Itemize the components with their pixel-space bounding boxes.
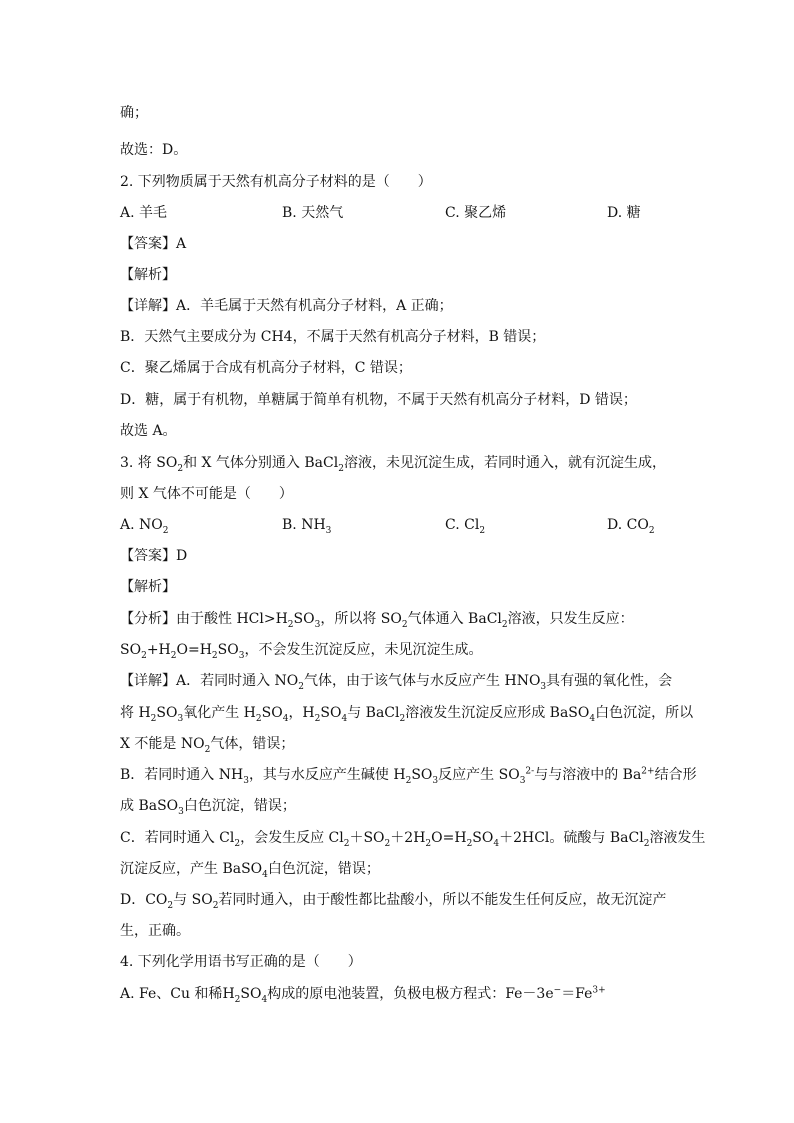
text: ，所以将 SO bbox=[320, 611, 402, 627]
text: 与 SO bbox=[173, 892, 213, 908]
text-line bbox=[120, 141, 680, 159]
tag: 【分析】 bbox=[120, 611, 176, 627]
question-3-cont bbox=[120, 485, 680, 503]
subscript: 2 bbox=[466, 838, 473, 849]
text: 将 H bbox=[120, 705, 151, 721]
subscript: 2 bbox=[177, 463, 184, 474]
subscript: 3 bbox=[432, 775, 439, 786]
text: SO bbox=[217, 642, 239, 658]
analysis-heading bbox=[120, 266, 680, 284]
heading: 【解析】 bbox=[120, 579, 176, 595]
text: 反应产生 SO bbox=[438, 767, 520, 783]
text: 溶液，只发生反应： bbox=[507, 611, 634, 627]
subscript: 2 bbox=[234, 838, 241, 849]
text: SO bbox=[320, 705, 342, 721]
text: C．聚乙烯属于合成有机高分子材料，C 错误； bbox=[120, 360, 412, 376]
text: 故选 A。 bbox=[120, 423, 177, 439]
option-d bbox=[607, 516, 655, 534]
subscript: 4 bbox=[589, 713, 596, 724]
subscript: 3 bbox=[178, 806, 184, 817]
subscript: 3 bbox=[243, 775, 249, 786]
text: ，其与水反应产生碱使 H bbox=[248, 767, 406, 783]
superscript: − bbox=[553, 985, 562, 996]
subscript: 2 bbox=[170, 650, 177, 661]
text: H bbox=[222, 986, 235, 1002]
text: 若同时通入，由于酸性都比盐酸小，所以不能发生任何反应，故无沉淀产 bbox=[218, 892, 667, 908]
question-4-option-a bbox=[120, 985, 680, 1003]
text: SO bbox=[120, 642, 142, 658]
subscript: 2 bbox=[167, 900, 174, 911]
text: A. NO bbox=[120, 517, 163, 533]
subscript: 3 bbox=[540, 681, 547, 692]
subscript: 2 bbox=[405, 775, 412, 786]
text: 气体，错误； bbox=[210, 736, 295, 752]
text: D．CO bbox=[120, 892, 168, 908]
text: 成 BaSO bbox=[120, 798, 179, 814]
text: 由于酸性 HCl>H bbox=[176, 611, 288, 627]
text: 气体通入 BaCl bbox=[407, 611, 502, 627]
subscript: 3 bbox=[314, 619, 321, 630]
subscript: 4 bbox=[493, 838, 500, 849]
question-2 bbox=[120, 173, 680, 191]
text-line bbox=[120, 891, 680, 909]
subscript: 2 bbox=[234, 994, 241, 1005]
subscript: 2 bbox=[211, 650, 218, 661]
subscript: 4 bbox=[341, 713, 348, 724]
text: 则 X 气体不可能是（ ） bbox=[120, 486, 293, 502]
tag: 【详解】 bbox=[120, 298, 176, 314]
subscript: 3 bbox=[519, 775, 526, 786]
text: 溶液发生 bbox=[649, 830, 706, 846]
text: ，不会发生沉淀反应，未见沉淀生成。 bbox=[244, 642, 483, 658]
text-line bbox=[120, 922, 680, 940]
text: SO bbox=[411, 767, 433, 783]
text: A. Fe、Cu 和稀 bbox=[120, 986, 223, 1002]
text: 和 X 气体分别通入 BaCl bbox=[183, 455, 339, 471]
text-line bbox=[120, 672, 680, 690]
text: ＝Fe bbox=[561, 986, 593, 1002]
subscript: 4 bbox=[262, 869, 268, 880]
text: 氧化产生 H bbox=[183, 705, 256, 721]
subscript: 2 bbox=[648, 525, 655, 536]
text-line bbox=[120, 328, 680, 346]
subscript: 2 bbox=[162, 525, 169, 536]
text: A．若同时通入 NO bbox=[176, 673, 299, 689]
text: 气体，由于该气体与水反应产生 HNO bbox=[304, 673, 541, 689]
text: Fe－3e bbox=[505, 986, 554, 1002]
text-line bbox=[120, 766, 697, 786]
text-line bbox=[120, 359, 680, 377]
subscript: 4 bbox=[282, 713, 289, 724]
text: D．糖，属于有机物，单糖属于简单有机物，不属于天然有机高分子材料，D 错误； bbox=[120, 392, 637, 408]
analysis-heading bbox=[120, 578, 680, 596]
subscript: 2 bbox=[255, 713, 262, 724]
subscript: 2 bbox=[314, 713, 321, 724]
text-line bbox=[120, 735, 680, 753]
text: D. CO bbox=[607, 517, 649, 533]
text-line bbox=[120, 422, 680, 440]
text: ，H bbox=[288, 705, 315, 721]
text: 具有强的氧化性，会 bbox=[546, 673, 673, 689]
tag: 【详解】 bbox=[120, 673, 176, 689]
text: 与与溶液中的 Ba bbox=[534, 767, 642, 783]
superscript: 3+ bbox=[592, 985, 606, 996]
subscript: 2 bbox=[141, 650, 147, 661]
question-3 bbox=[120, 454, 680, 472]
text: 白色沉淀，错误； bbox=[267, 861, 380, 877]
question-text: 4. 下列化学用语书写正确的是（ ） bbox=[120, 954, 362, 970]
text: 与 BaCl bbox=[347, 705, 400, 721]
text: 沉淀反应，产生 BaSO bbox=[120, 861, 263, 877]
text: 溶液，未见沉淀生成，若同时通入，就有沉淀生成， bbox=[343, 455, 666, 471]
subscript: 2 bbox=[643, 838, 650, 849]
text: 结合形 bbox=[654, 767, 697, 783]
text-line bbox=[120, 641, 680, 659]
subscript: 2 bbox=[150, 713, 157, 724]
heading: 【解析】 bbox=[120, 267, 176, 283]
option-a: A. 羊毛 bbox=[120, 205, 168, 221]
text: SO bbox=[240, 986, 262, 1002]
text: ＋SO bbox=[349, 830, 385, 846]
subscript: 2 bbox=[298, 681, 305, 692]
text: 白色沉淀，错误； bbox=[183, 798, 296, 814]
text: 确； bbox=[120, 105, 148, 121]
subscript: 2 bbox=[425, 838, 432, 849]
subscript: 2 bbox=[287, 619, 294, 630]
question-text: 2. 下列物质属于天然有机高分子材料的是（ ） bbox=[120, 174, 432, 190]
option-c: C. 聚乙烯 bbox=[445, 205, 507, 221]
text-line bbox=[120, 797, 680, 815]
text: 白色沉淀，所以 bbox=[595, 705, 694, 721]
subscript: 2 bbox=[338, 463, 344, 474]
subscript: 2 bbox=[399, 713, 406, 724]
text-line bbox=[120, 610, 680, 628]
text: 生，正确。 bbox=[120, 923, 190, 939]
text: ＋2HCl。硫酸与 BaCl bbox=[499, 830, 644, 846]
text: SO bbox=[156, 705, 178, 721]
text: +H bbox=[146, 642, 171, 658]
answer: 【答案】A bbox=[120, 236, 187, 252]
text: ＋2H bbox=[390, 830, 426, 846]
option-c bbox=[445, 516, 485, 534]
option-b: B. 天然气 bbox=[282, 205, 344, 221]
answer-line bbox=[120, 235, 680, 253]
text: O=H bbox=[431, 830, 467, 846]
answer: 【答案】D bbox=[120, 548, 188, 564]
subscript: 2 bbox=[501, 619, 508, 630]
subscript: 3 bbox=[325, 525, 332, 536]
text-line bbox=[120, 829, 706, 849]
text: X 不能是 NO bbox=[120, 736, 205, 752]
superscript: 2+ bbox=[641, 766, 655, 777]
superscript: 2- bbox=[525, 766, 535, 777]
subscript: 4 bbox=[261, 994, 268, 1005]
text: O=H bbox=[176, 642, 212, 658]
text: ，会发生反应 Cl bbox=[240, 830, 344, 846]
text: SO bbox=[293, 611, 315, 627]
subscript: 2 bbox=[384, 838, 391, 849]
subscript: 2 bbox=[479, 525, 486, 536]
text: SO bbox=[472, 830, 494, 846]
text: 构成的原电池装置，负极电极方程式： bbox=[267, 986, 506, 1002]
text: SO bbox=[261, 705, 283, 721]
subscript: 2 bbox=[343, 838, 350, 849]
text: B. NH bbox=[282, 517, 326, 533]
option-d: D. 糖 bbox=[607, 205, 641, 221]
text-line bbox=[120, 704, 694, 724]
subscript: 3 bbox=[238, 650, 245, 661]
subscript: 2 bbox=[212, 900, 219, 911]
text: 3. 将 SO bbox=[120, 455, 178, 471]
text-line bbox=[120, 104, 680, 122]
option-a bbox=[120, 516, 168, 534]
answer-line bbox=[120, 547, 680, 565]
subscript: 2 bbox=[401, 619, 408, 630]
text: 溶液发生沉淀反应形成 BaSO bbox=[405, 705, 590, 721]
text: C．若同时通入 Cl bbox=[120, 830, 235, 846]
text: B．若同时通入 NH bbox=[120, 767, 244, 783]
text: B．天然气主要成分为 CH4，不属于天然有机高分子材料，B 错误； bbox=[120, 329, 546, 345]
question-4 bbox=[120, 953, 680, 971]
subscript: 3 bbox=[177, 713, 184, 724]
text: 故选：D。 bbox=[120, 142, 188, 158]
option-b bbox=[282, 516, 331, 534]
text-line bbox=[120, 297, 680, 315]
subscript: 2 bbox=[204, 744, 211, 755]
text-line bbox=[120, 860, 680, 878]
text-line bbox=[120, 391, 680, 409]
text: C. Cl bbox=[445, 517, 480, 533]
text: A．羊毛属于天然有机高分子材料，A 正确； bbox=[176, 298, 453, 314]
